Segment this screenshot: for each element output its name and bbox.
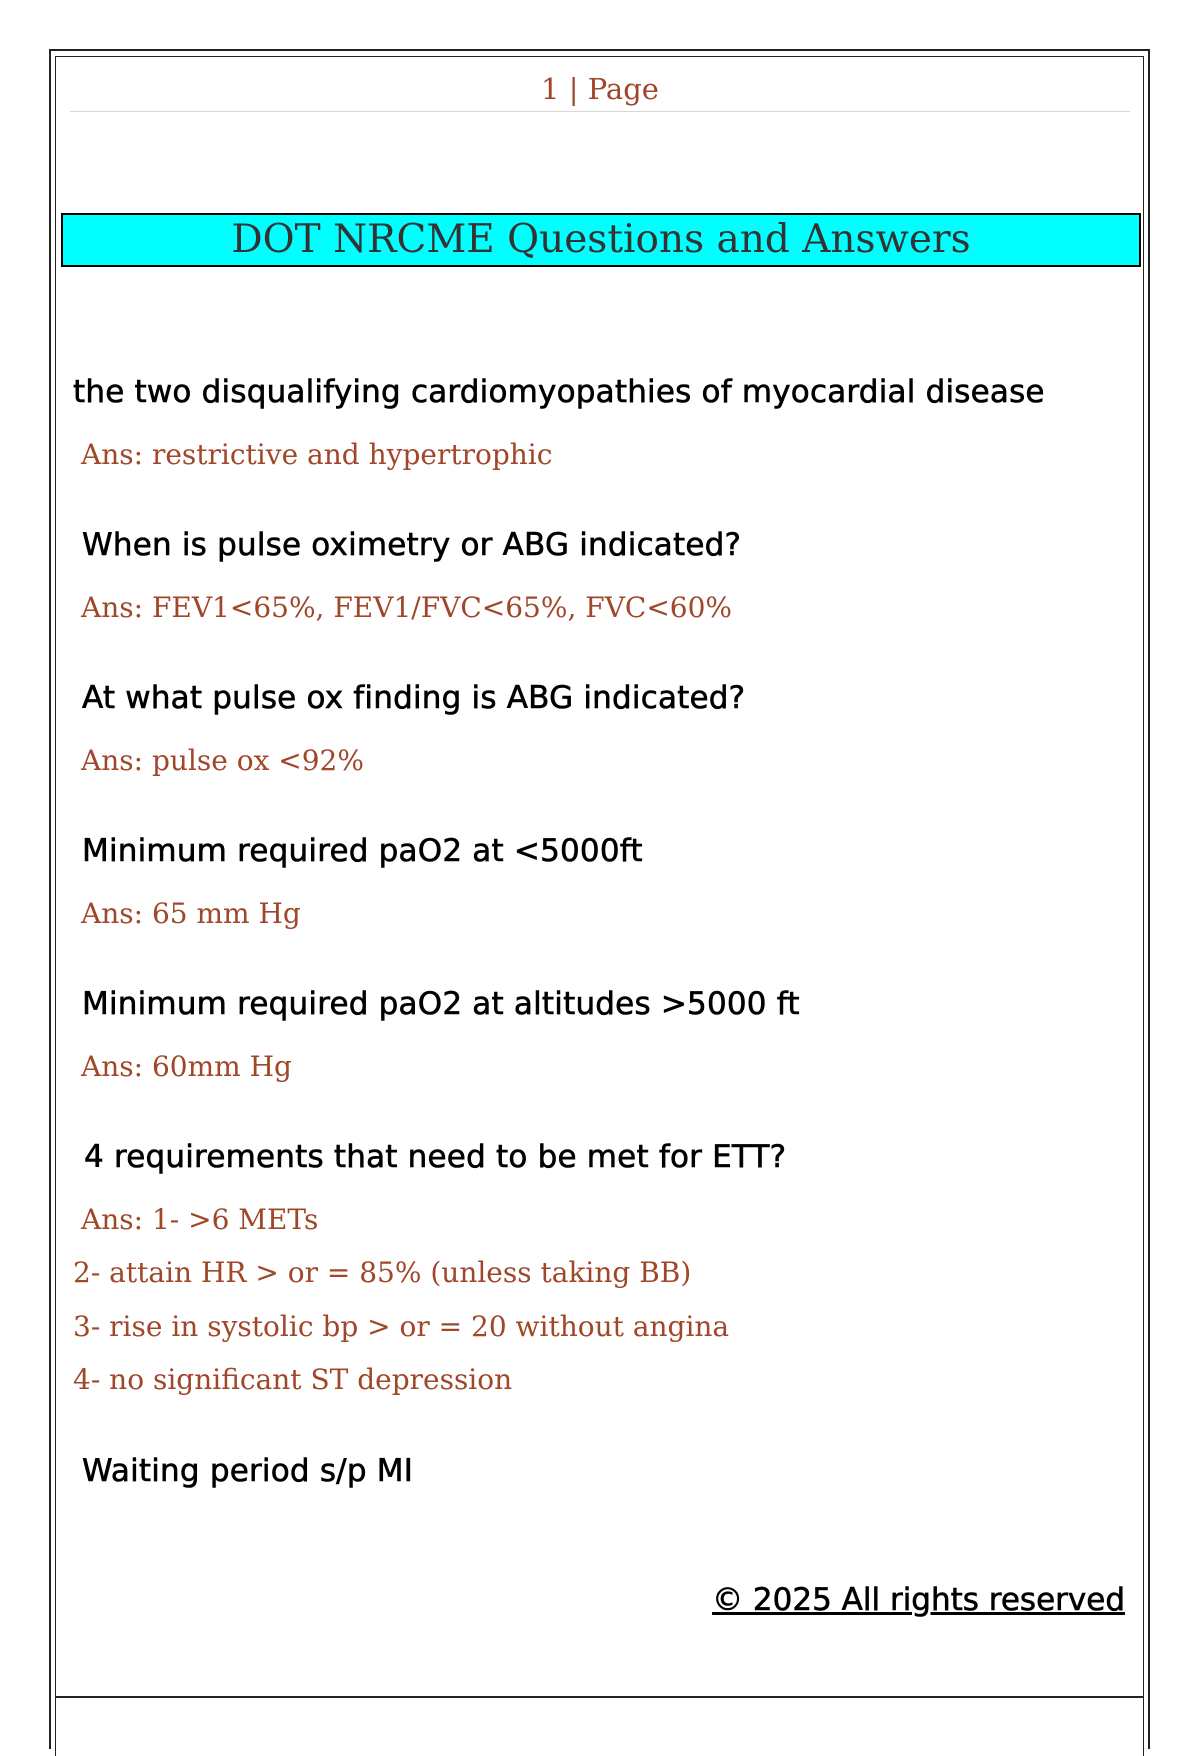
question-1: the two disqualifying cardiomyopathies of myocardial disease (73, 374, 1045, 410)
question-7: Waiting period s/p MI (82, 1453, 414, 1489)
page-bottom-rule (55, 1696, 1144, 1698)
question-5: Minimum required paO2 at altitudes >5000 ft (82, 986, 800, 1022)
question-4: Minimum required paO2 at <5000ft (82, 833, 643, 869)
question-3: At what pulse ox finding is ABG indicated? (82, 680, 746, 716)
answer-6-line-3: 3- rise in systolic bp > or = 20 without angina (73, 1310, 730, 1343)
answer-6: Ans: 1- >6 METs (81, 1203, 319, 1236)
answer-1: Ans: restrictive and hypertrophic (81, 438, 553, 471)
copyright-footer: © 2025 All rights reserved (712, 1582, 1125, 1618)
question-2: When is pulse oximetry or ABG indicated? (82, 527, 742, 563)
document-title: DOT NRCME Questions and Answers (231, 217, 971, 262)
title-band (61, 213, 1141, 267)
answer-6-line-2: 2- attain HR > or = 85% (unless taking BB) (73, 1256, 692, 1289)
header-divider (70, 111, 1130, 112)
page-number: 1 | Page (541, 72, 659, 106)
question-6: 4 requirements that need to be met for ETT? (84, 1139, 787, 1175)
answer-3: Ans: pulse ox <92% (81, 744, 364, 777)
answer-4: Ans: 65 mm Hg (81, 897, 301, 930)
answer-2: Ans: FEV1<65%, FEV1/FVC<65%, FVC<60% (81, 591, 733, 624)
answer-5: Ans: 60mm Hg (81, 1050, 292, 1083)
answer-6-line-4: 4- no significant ST depression (73, 1363, 513, 1396)
